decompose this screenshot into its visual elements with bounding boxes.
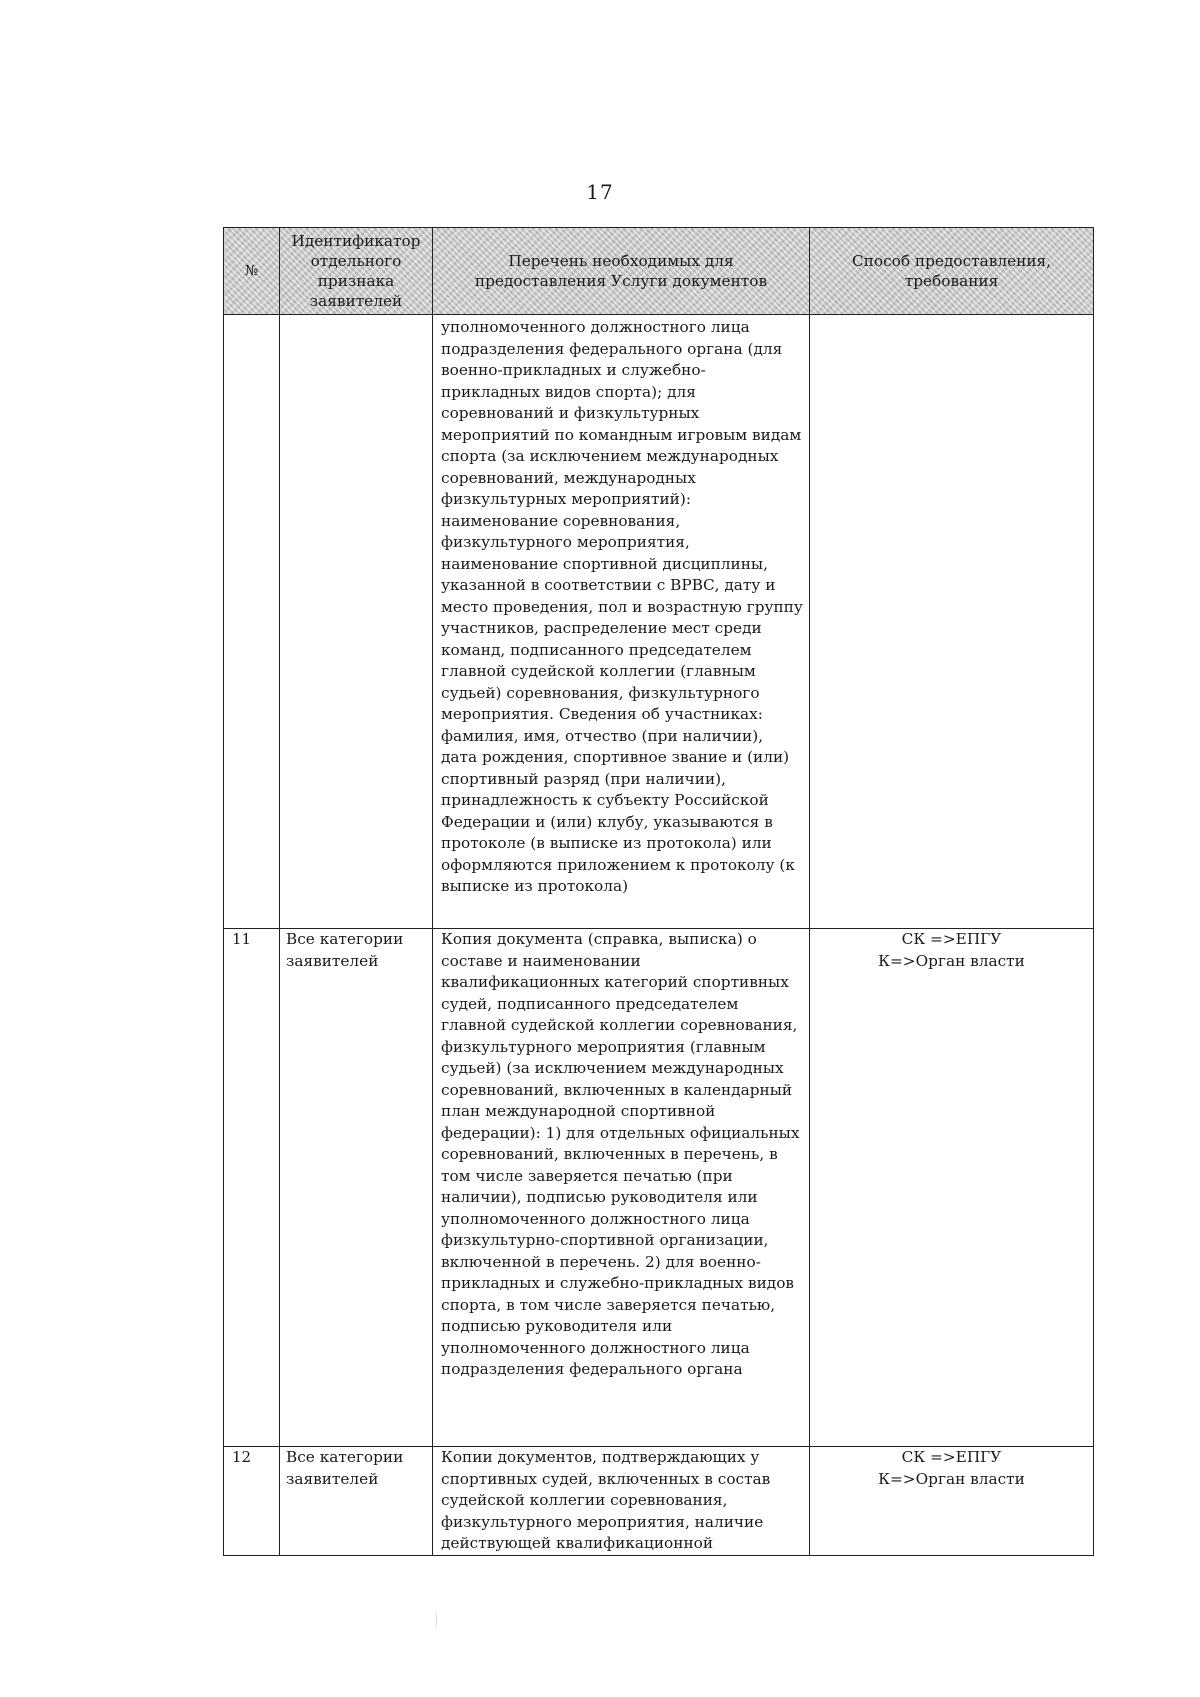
- table-header-row: [224, 228, 1094, 315]
- method-line-2: К=>Орган власти: [878, 951, 1025, 970]
- header-applicant-identifier: Идентификатор отдельного признака заявителей: [280, 228, 433, 315]
- row-applicant: [280, 315, 433, 929]
- documents-table: [223, 227, 1094, 1556]
- row-number: 11: [224, 929, 280, 1447]
- method-line-2: К=>Орган власти: [878, 1469, 1025, 1488]
- row-documents: Копии документов, подтверждающих у спортивных судей, включенных в состав судейской коллегии соревнования, физкультурного мероприятия, наличие действующей квалификационной: [433, 1447, 810, 1556]
- row-method: [810, 1447, 1094, 1556]
- row-documents: уполномоченного должностного лица подразделения федерального органа (для военно-прикладных и служебно-прикладных видов спорта); для соревнований и физкультурных мероприятий по командным игровым видам спорта (за исключением международных соревнований, международных физкультурных мероприятий): наименование соревнования, физкультурного мероприятия, наименование спортивной дисциплины, указанной в соответствии с ВРВС, дату и место проведения, пол и возрастную группу участников, распределение мест среди команд, подписанного председателем главной судейской коллегии (главным судьей) соревнования, физкультурного мероприятия. Сведения об участниках: фамилия, имя, отчество (при наличии), дата рождения, спортивное звание и (или) спортивный разряд (при наличии), принадлежность к субъекту Российской Федерации и (или) клубу, указываются в протоколе (в выписке из протокола) или оформляются приложением к протоколу (к выписке из протокола): [433, 315, 810, 929]
- table-row: [224, 315, 1094, 929]
- row-method: [810, 929, 1094, 1447]
- table-row: [224, 1447, 1094, 1556]
- row-number: [224, 315, 280, 929]
- page-number: 17: [586, 180, 614, 204]
- row-applicant: Все категории заявителей: [280, 1447, 433, 1556]
- method-line-1: СК =>ЕПГУ: [901, 930, 1002, 948]
- scan-mark: [436, 1613, 437, 1627]
- row-documents: Копия документа (справка, выписка) о составе и наименовании квалификационных категорий спортивных судей, подписанного председателем главной судейской коллегии соревнования, физкультурного мероприятия (главным судьей) (за исключением международных соревнований, включенных в календарный план международной спортивной федерации): 1) для отдельных официальных соревнований, включенных в перечень, в том числе заверяется печатью (при наличии), подписью руководителя или уполномоченного должностного лица физкультурно-спортивной организации, включенной в перечень. 2) для военно-прикладных и служебно-прикладных видов спорта, в том числе заверяется печатью, подписью руководителя или уполномоченного должностного лица подразделения федерального органа: [433, 929, 810, 1447]
- method-line-1: СК =>ЕПГУ: [901, 1448, 1002, 1466]
- row-applicant: Все категории заявителей: [280, 929, 433, 1447]
- header-number: №: [224, 228, 280, 315]
- header-submission-method: Способ предоставления, требования: [810, 228, 1094, 315]
- header-documents-list: Перечень необходимых для предоставления Услуги документов: [433, 228, 810, 315]
- row-number: 12: [224, 1447, 280, 1556]
- row-method: [810, 315, 1094, 929]
- table-row: [224, 929, 1094, 1447]
